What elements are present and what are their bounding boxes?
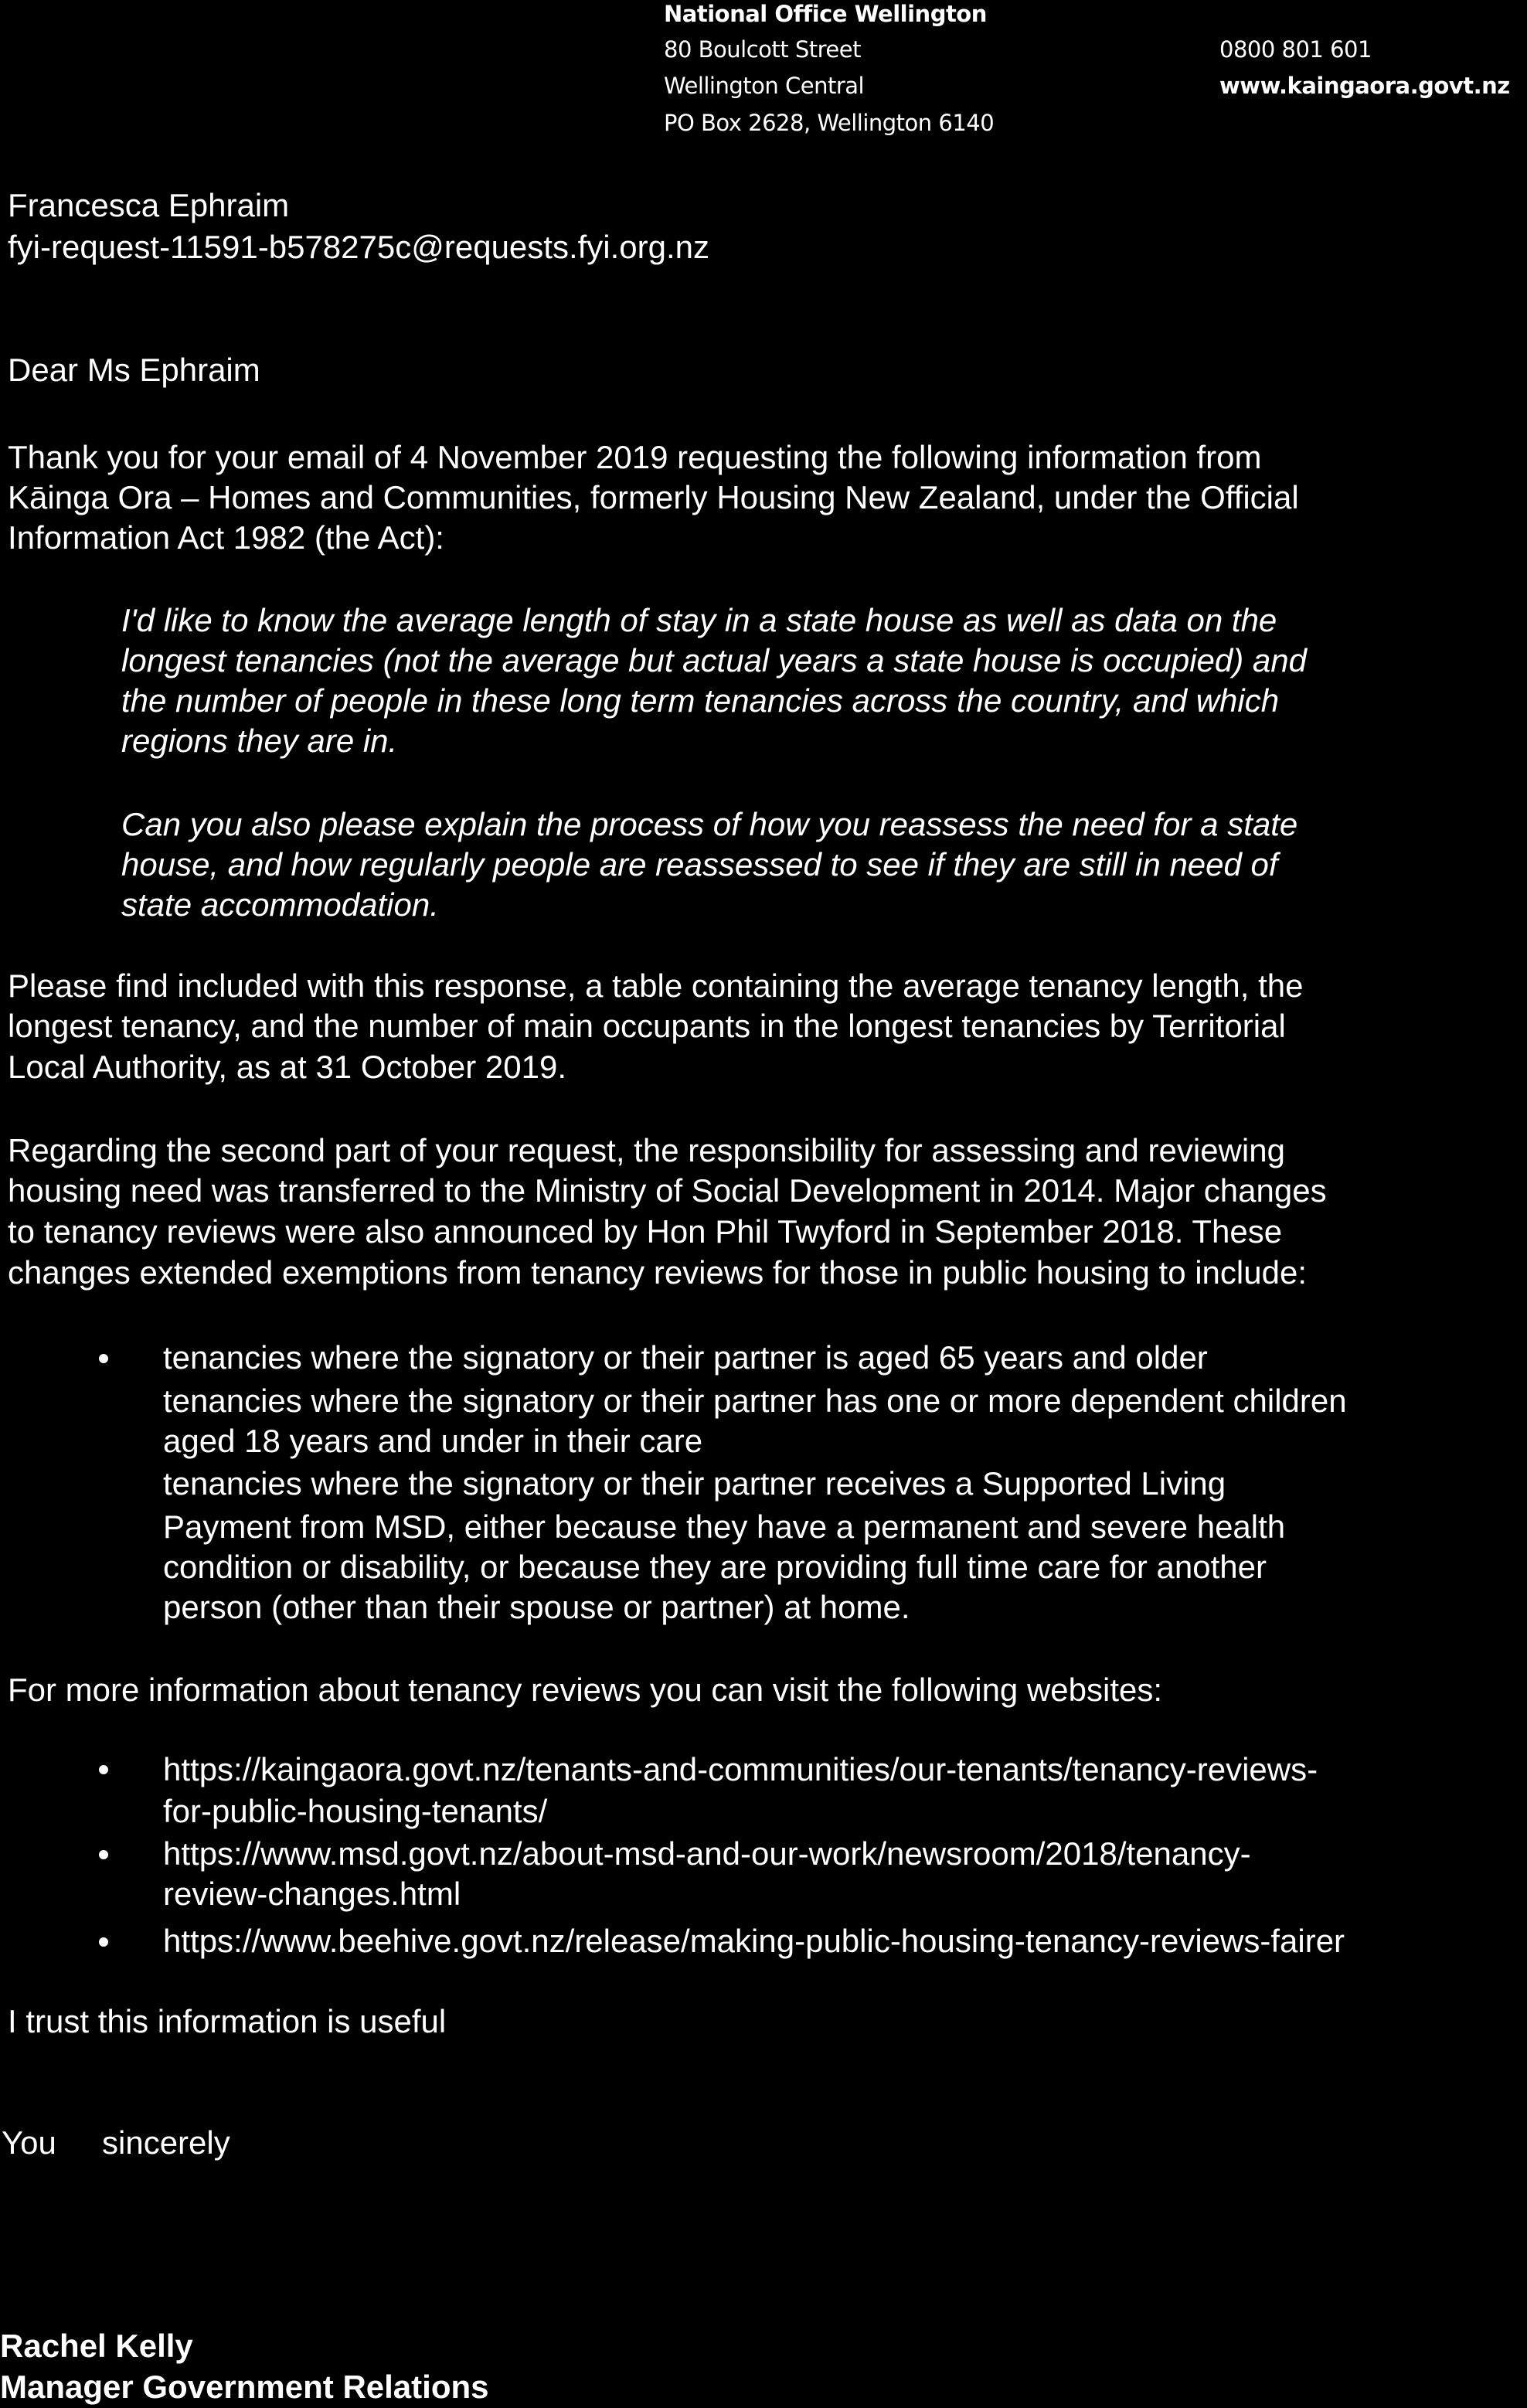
text-line: Please find included with this response, a table containing the average tenancy length, the <box>8 968 1304 1004</box>
office-name: National Office Wellington <box>664 1 987 27</box>
closing-line: I trust this information is useful <box>8 2003 447 2039</box>
website-link[interactable]: www.kaingaora.govt.nz <box>1219 73 1510 99</box>
text-line: changes extended exemptions from tenancy reviews for those in public housing to include: <box>8 1254 1307 1291</box>
text-line: Regarding the second part of your request, the responsibility for assessing and reviewing <box>8 1132 1285 1168</box>
signatory-title: Manager Government Relations <box>0 2369 489 2405</box>
bullet-icon <box>99 1354 108 1363</box>
link[interactable]: https://www.msd.govt.nz/about-msd-and-our-work/newsroom/2018/tenancy- <box>163 1835 1251 1872</box>
link[interactable]: review-changes.html <box>163 1876 461 1912</box>
text-line: Can you also please explain the process of how you reassess the need for a state <box>121 806 1298 842</box>
address-line: PO Box 2628, Wellington 6140 <box>664 110 995 136</box>
text-line: housing need was transferred to the Ministry of Social Development in 2014. Major changes <box>8 1172 1327 1209</box>
link[interactable]: https://www.beehive.govt.nz/release/making-public-housing-tenancy-reviews-fairer <box>163 1923 1345 1959</box>
recipient-name: Francesca Ephraim <box>8 187 290 223</box>
list-item: condition or disability, or because they are providing full time care for another <box>163 1549 1267 1585</box>
signoff-word: You <box>2 2124 56 2161</box>
text-line: to tenancy reviews were also announced by Hon Phil Twyford in September 2018. These <box>8 1213 1283 1250</box>
text-line: Thank you for your email of 4 November 2019 requesting the following information from <box>8 439 1262 475</box>
list-item: aged 18 years and under in their care <box>163 1423 703 1459</box>
list-item: person (other than their spouse or partner) at home. <box>163 1589 910 1625</box>
text-line: I'd like to know the average length of stay in a state house as well as data on the <box>121 602 1277 638</box>
text-line: longest tenancy, and the number of main occupants in the longest tenancies by Territorial <box>8 1008 1286 1044</box>
text-line: state accommodation. <box>121 886 439 923</box>
phone-number: 0800 801 601 <box>1219 36 1372 63</box>
text-line: Kāinga Ora – Homes and Communities, formerly Housing New Zealand, under the Official <box>8 479 1299 515</box>
list-item: tenancies where the signatory or their partner receives a Supported Living <box>163 1465 1226 1502</box>
address-line: Wellington Central <box>664 73 865 99</box>
text-line: the number of people in these long term tenancies across the country, and which <box>121 682 1280 719</box>
salutation: Dear Ms Ephraim <box>8 352 260 388</box>
bullet-icon <box>99 1765 108 1774</box>
list-item: tenancies where the signatory or their partner is aged 65 years and older <box>163 1339 1208 1376</box>
list-item: tenancies where the signatory or their partner has one or more dependent children <box>163 1383 1347 1419</box>
signoff-word: sincerely <box>102 2124 230 2161</box>
link[interactable]: https://kaingaora.govt.nz/tenants-and-communities/our-tenants/tenancy-reviews- <box>163 1751 1318 1787</box>
signatory-name: Rachel Kelly <box>0 2328 193 2364</box>
text-line: Information Act 1982 (the Act): <box>8 519 444 556</box>
link[interactable]: for-public-housing-tenants/ <box>163 1793 548 1829</box>
text-line: Local Authority, as at 31 October 2019. <box>8 1049 567 1085</box>
more-info-text: For more information about tenancy reviews you can visit the following websites: <box>8 1672 1163 1708</box>
text-line: house, and how regularly people are reassessed to see if they are still in need of <box>121 846 1278 883</box>
text-line: regions they are in. <box>121 723 398 759</box>
bullet-icon <box>99 1937 108 1947</box>
bullet-icon <box>99 1850 108 1859</box>
list-item: Payment from MSD, either because they have a permanent and severe health <box>163 1508 1286 1545</box>
recipient-email[interactable]: fyi-request-11591-b578275c@requests.fyi.org.nz <box>8 229 710 265</box>
text-line: longest tenancies (not the average but actual years a state house is occupied) and <box>121 642 1307 679</box>
address-line: 80 Boulcott Street <box>664 36 861 63</box>
